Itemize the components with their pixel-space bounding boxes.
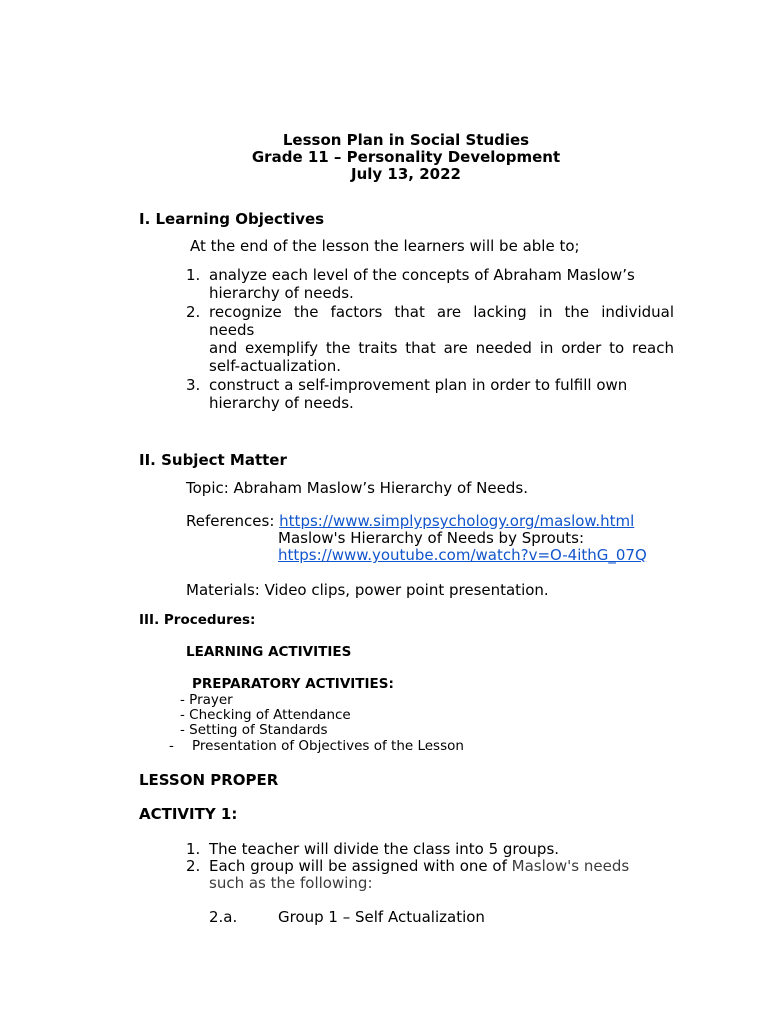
list-number: 2. <box>186 857 201 875</box>
objectives-heading: I. Learning Objectives <box>139 210 325 228</box>
list-item: recognize the factors that are lacking in the individual <box>209 303 674 321</box>
reference-sprouts-text: Maslow's Hierarchy of Needs by Sprouts: <box>278 529 585 547</box>
activity-step-cont: such as the following: <box>209 874 373 892</box>
doc-date: July 13, 2022 <box>351 165 461 183</box>
list-item-cont: hierarchy of needs. <box>209 284 354 302</box>
prep-item: Presentation of Objectives of the Lesson <box>192 738 464 754</box>
list-number: 3. <box>186 376 201 394</box>
doc-title: Lesson Plan in Social Studies <box>282 131 530 149</box>
procedures-heading: III. Procedures: <box>139 612 256 628</box>
lesson-proper-heading: LESSON PROPER <box>139 771 279 789</box>
activity-step-highlight: Maslow's needs <box>511 857 630 875</box>
reference-link-youtube[interactable]: https://www.youtube.com/watch?v=O-4ithG_07Q <box>278 546 647 564</box>
reference-link-simplypsychology[interactable]: https://www.simplypsychology.org/maslow.html <box>279 512 635 530</box>
list-item-cont: hierarchy of needs. <box>209 394 354 412</box>
list-number: 1. <box>186 840 201 858</box>
activity-step <box>209 857 629 875</box>
group-text: Group 1 – Self Actualization <box>278 908 485 926</box>
list-item-cont: and exemplify the traits that are needed in order to reach <box>209 339 674 357</box>
learning-activities-heading: LEARNING ACTIVITIES <box>186 644 352 660</box>
activity-1-heading: ACTIVITY 1: <box>139 805 238 823</box>
list-item-cont: needs <box>209 321 255 339</box>
activity-step-text: Each group will be assigned with one of <box>209 857 512 875</box>
subject-matter-heading: II. Subject Matter <box>139 451 287 469</box>
materials-text: Materials: Video clips, power point presentation. <box>186 581 549 599</box>
list-item-cont: self-actualization. <box>209 357 342 375</box>
list-item: construct a self-improvement plan in order to fulfill own <box>209 376 628 394</box>
prep-item: - Setting of Standards <box>180 722 328 738</box>
preparatory-heading: PREPARATORY ACTIVITIES: <box>192 676 394 692</box>
prep-item: - Checking of Attendance <box>180 707 351 723</box>
list-number: 1. <box>186 266 201 284</box>
topic-text: Topic: Abraham Maslow’s Hierarchy of Needs. <box>186 479 528 497</box>
activity-step: The teacher will divide the class into 5 groups. <box>209 840 560 858</box>
list-item: analyze each level of the concepts of Abraham Maslow’s <box>209 266 635 284</box>
prep-item: - Prayer <box>180 692 233 708</box>
references-label: References: <box>186 512 280 530</box>
doc-subtitle: Grade 11 – Personality Development <box>251 148 561 166</box>
group-label: 2.a. <box>209 908 238 926</box>
objectives-intro: At the end of the lesson the learners will be able to; <box>190 237 580 255</box>
list-number: 2. <box>186 303 201 321</box>
prep-item-dash: - <box>169 738 174 754</box>
references-line <box>186 512 634 530</box>
